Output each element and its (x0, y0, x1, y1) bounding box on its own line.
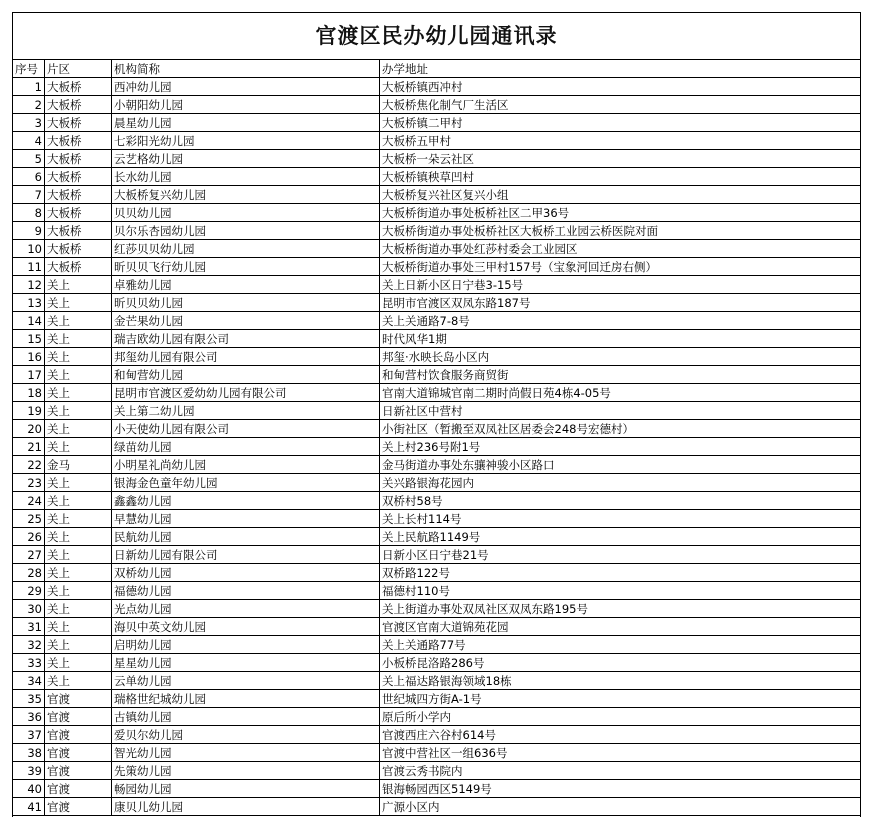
table-row (13, 204, 862, 222)
cell-district[interactable]: 大板桥 (45, 168, 112, 186)
cell-district[interactable]: 关上 (45, 312, 112, 330)
cell-district[interactable]: 关上 (45, 330, 112, 348)
cell-address[interactable]: 官南大道锦城官南二期时尚假日苑4栋4-05号 (380, 384, 862, 402)
table-row (13, 96, 862, 114)
cell-index[interactable]: 6 (13, 168, 45, 186)
cell-institution[interactable]: 邦玺幼儿园有限公司 (112, 348, 380, 366)
cell-institution[interactable]: 西冲幼儿园 (112, 78, 380, 96)
cell-district[interactable]: 关上 (45, 420, 112, 438)
table-row (13, 564, 862, 582)
cell-address[interactable]: 广源小区内 (380, 798, 862, 816)
table-row (13, 150, 862, 168)
cell-district[interactable]: 关上 (45, 492, 112, 510)
cell-address[interactable]: 大板桥一朵云社区 (380, 150, 862, 168)
cell-district[interactable]: 官渡 (45, 762, 112, 780)
cell-institution[interactable]: 金芒果幼儿园 (112, 312, 380, 330)
cell-institution[interactable]: 贝尔乐杏园幼儿园 (112, 222, 380, 240)
cell-district[interactable]: 大板桥 (45, 240, 112, 258)
cell-index[interactable]: 15 (13, 330, 45, 348)
cell-index[interactable]: 31 (13, 618, 45, 636)
cell-index[interactable]: 11 (13, 258, 45, 276)
cell-index[interactable]: 34 (13, 672, 45, 690)
table-row (13, 582, 862, 600)
cell-institution[interactable]: 福德幼儿园 (112, 582, 380, 600)
cell-index[interactable]: 14 (13, 312, 45, 330)
cell-district[interactable]: 关上 (45, 582, 112, 600)
cell-institution[interactable]: 爱贝尔幼儿园 (112, 726, 380, 744)
table-row (13, 186, 862, 204)
cell-institution[interactable]: 绿苗幼儿园 (112, 438, 380, 456)
table-row (13, 384, 862, 402)
table-row (13, 636, 862, 654)
cell-institution[interactable]: 昕贝贝飞行幼儿园 (112, 258, 380, 276)
cell-district[interactable]: 官渡 (45, 690, 112, 708)
cell-address[interactable]: 小板桥昆洛路286号 (380, 654, 862, 672)
cell-index[interactable]: 30 (13, 600, 45, 618)
cell-index[interactable]: 24 (13, 492, 45, 510)
cell-institution[interactable]: 云单幼儿园 (112, 672, 380, 690)
cell-district[interactable]: 大板桥 (45, 204, 112, 222)
cell-district[interactable]: 关上 (45, 474, 112, 492)
cell-institution[interactable]: 智光幼儿园 (112, 744, 380, 762)
cell-institution[interactable]: 云艺格幼儿园 (112, 150, 380, 168)
cell-index[interactable]: 5 (13, 150, 45, 168)
cell-institution[interactable]: 小明星礼尚幼儿园 (112, 456, 380, 474)
cell-district[interactable]: 大板桥 (45, 114, 112, 132)
cell-index[interactable]: 29 (13, 582, 45, 600)
cell-institution[interactable]: 日新幼儿园有限公司 (112, 546, 380, 564)
cell-index[interactable]: 21 (13, 438, 45, 456)
cell-address[interactable]: 关上关通路77号 (380, 636, 862, 654)
cell-institution[interactable]: 鑫鑫幼儿园 (112, 492, 380, 510)
table-row (13, 438, 862, 456)
table-row (13, 294, 862, 312)
cell-district[interactable]: 大板桥 (45, 132, 112, 150)
cell-index[interactable]: 39 (13, 762, 45, 780)
cell-index[interactable]: 26 (13, 528, 45, 546)
cell-address[interactable]: 大板桥五甲村 (380, 132, 862, 150)
cell-address[interactable]: 金马街道办事处东骧神骏小区路口 (380, 456, 862, 474)
cell-index[interactable]: 40 (13, 780, 45, 798)
cell-index[interactable]: 10 (13, 240, 45, 258)
cell-district[interactable]: 关上 (45, 600, 112, 618)
cell-district[interactable]: 关上 (45, 636, 112, 654)
cell-district[interactable]: 金马 (45, 456, 112, 474)
table-row (13, 510, 862, 528)
cell-address[interactable]: 小街社区（暂搬至双凤社区居委会248号宏德村） (380, 420, 862, 438)
cell-district[interactable]: 官渡 (45, 780, 112, 798)
cell-address[interactable]: 大板桥街道办事处板桥社区大板桥工业园云桥医院对面 (380, 222, 862, 240)
cell-index[interactable]: 32 (13, 636, 45, 654)
cell-district[interactable]: 关上 (45, 276, 112, 294)
table-row (13, 348, 862, 366)
cell-index[interactable]: 23 (13, 474, 45, 492)
cell-address[interactable]: 原后所小学内 (380, 708, 862, 726)
cell-address[interactable]: 双桥路122号 (380, 564, 862, 582)
table-row (13, 708, 862, 726)
header-institution[interactable]: 机构简称 (112, 60, 380, 78)
cell-institution[interactable]: 小天使幼儿园有限公司 (112, 420, 380, 438)
cell-index[interactable]: 37 (13, 726, 45, 744)
table-row (13, 546, 862, 564)
cell-district[interactable]: 大板桥 (45, 258, 112, 276)
cell-address[interactable]: 关上关通路7-8号 (380, 312, 862, 330)
cell-address[interactable]: 官渡云秀书院内 (380, 762, 862, 780)
cell-address[interactable]: 大板桥街道办事处三甲村157号（宝象河回迁房右侧） (380, 258, 862, 276)
cell-district[interactable]: 关上 (45, 294, 112, 312)
cell-district[interactable]: 关上 (45, 348, 112, 366)
directory-table (12, 59, 861, 816)
cell-district[interactable]: 大板桥 (45, 78, 112, 96)
cell-district[interactable]: 关上 (45, 366, 112, 384)
cell-address[interactable]: 大板桥复兴社区复兴小组 (380, 186, 862, 204)
table-row (13, 222, 862, 240)
table-row (13, 312, 862, 330)
table-row (13, 114, 862, 132)
cell-address[interactable]: 大板桥街道办事处板桥社区二甲36号 (380, 204, 862, 222)
cell-district[interactable]: 官渡 (45, 798, 112, 816)
header-index[interactable]: 序号 (13, 60, 45, 78)
cell-address[interactable]: 时代风华1期 (380, 330, 862, 348)
cell-address[interactable]: 关上长村114号 (380, 510, 862, 528)
cell-address[interactable]: 大板桥镇西冲村 (380, 78, 862, 96)
cell-district[interactable]: 大板桥 (45, 150, 112, 168)
table-row (13, 690, 862, 708)
table-row (13, 744, 862, 762)
cell-district[interactable]: 关上 (45, 654, 112, 672)
cell-institution[interactable]: 康贝儿幼儿园 (112, 798, 380, 816)
cell-district[interactable]: 关上 (45, 546, 112, 564)
cell-district[interactable]: 关上 (45, 618, 112, 636)
cell-district[interactable]: 关上 (45, 402, 112, 420)
cell-district[interactable]: 关上 (45, 384, 112, 402)
cell-index[interactable]: 38 (13, 744, 45, 762)
cell-district[interactable]: 官渡 (45, 708, 112, 726)
table-row (13, 600, 862, 618)
table-header-row (13, 60, 862, 78)
cell-institution[interactable]: 启明幼儿园 (112, 636, 380, 654)
cell-address[interactable]: 日新小区日宁巷21号 (380, 546, 862, 564)
cell-index[interactable]: 7 (13, 186, 45, 204)
cell-address[interactable]: 福德村110号 (380, 582, 862, 600)
cell-index[interactable]: 28 (13, 564, 45, 582)
cell-index[interactable]: 2 (13, 96, 45, 114)
cell-address[interactable]: 和甸营村饮食服务商贸街 (380, 366, 862, 384)
table-row (13, 492, 862, 510)
cell-address[interactable]: 世纪城四方街A-1号 (380, 690, 862, 708)
cell-institution[interactable]: 古镇幼儿园 (112, 708, 380, 726)
table-row (13, 330, 862, 348)
cell-institution[interactable]: 星星幼儿园 (112, 654, 380, 672)
cell-index[interactable]: 19 (13, 402, 45, 420)
table-row (13, 528, 862, 546)
table-row (13, 798, 862, 816)
cell-address[interactable]: 关上日新小区日宁巷3-15号 (380, 276, 862, 294)
cell-institution[interactable]: 双桥幼儿园 (112, 564, 380, 582)
cell-index[interactable]: 4 (13, 132, 45, 150)
cell-index[interactable]: 22 (13, 456, 45, 474)
table-row (13, 168, 862, 186)
table-row (13, 366, 862, 384)
cell-index[interactable]: 13 (13, 294, 45, 312)
cell-district[interactable]: 大板桥 (45, 96, 112, 114)
cell-institution[interactable]: 先策幼儿园 (112, 762, 380, 780)
cell-address[interactable]: 邦玺·水映长岛小区内 (380, 348, 862, 366)
cell-index[interactable]: 17 (13, 366, 45, 384)
table-row (13, 474, 862, 492)
cell-index[interactable]: 20 (13, 420, 45, 438)
cell-district[interactable]: 大板桥 (45, 186, 112, 204)
cell-district[interactable]: 关上 (45, 528, 112, 546)
cell-institution[interactable]: 关上第二幼儿园 (112, 402, 380, 420)
cell-institution[interactable]: 和甸营幼儿园 (112, 366, 380, 384)
cell-index[interactable]: 25 (13, 510, 45, 528)
cell-address[interactable]: 大板桥镇二甲村 (380, 114, 862, 132)
cell-institution[interactable]: 民航幼儿园 (112, 528, 380, 546)
header-district[interactable]: 片区 (45, 60, 112, 78)
cell-institution[interactable]: 小朝阳幼儿园 (112, 96, 380, 114)
cell-index[interactable]: 3 (13, 114, 45, 132)
cell-address[interactable]: 大板桥街道办事处红莎村委会工业园区 (380, 240, 862, 258)
cell-institution[interactable]: 昆明市官渡区爱幼幼儿园有限公司 (112, 384, 380, 402)
table-row (13, 456, 862, 474)
cell-address[interactable]: 关上街道办事处双凤社区双凤东路195号 (380, 600, 862, 618)
page-title: 官渡区民办幼儿园通讯录 (315, 23, 558, 48)
cell-index[interactable]: 12 (13, 276, 45, 294)
cell-institution[interactable]: 昕贝贝幼儿园 (112, 294, 380, 312)
table-row (13, 762, 862, 780)
spreadsheet (12, 12, 861, 817)
table-row (13, 132, 862, 150)
cell-index[interactable]: 1 (13, 78, 45, 96)
header-address[interactable]: 办学地址 (380, 60, 862, 78)
cell-institution[interactable]: 卓雅幼儿园 (112, 276, 380, 294)
cell-institution[interactable]: 晨星幼儿园 (112, 114, 380, 132)
table-row (13, 726, 862, 744)
cell-institution[interactable]: 红莎贝贝幼儿园 (112, 240, 380, 258)
cell-district[interactable]: 关上 (45, 438, 112, 456)
cell-index[interactable]: 18 (13, 384, 45, 402)
table-row (13, 402, 862, 420)
cell-index[interactable]: 35 (13, 690, 45, 708)
cell-index[interactable]: 41 (13, 798, 45, 816)
cell-institution[interactable]: 瑞吉欧幼儿园有限公司 (112, 330, 380, 348)
table-row (13, 618, 862, 636)
cell-district[interactable]: 官渡 (45, 726, 112, 744)
cell-institution[interactable]: 海贝中英文幼儿园 (112, 618, 380, 636)
table-row (13, 672, 862, 690)
cell-address[interactable]: 关上福达路银海领域18栋 (380, 672, 862, 690)
cell-address[interactable]: 官渡中营社区一组636号 (380, 744, 862, 762)
table-row (13, 240, 862, 258)
table-row (13, 78, 862, 96)
cell-institution[interactable]: 光点幼儿园 (112, 600, 380, 618)
cell-district[interactable]: 关上 (45, 672, 112, 690)
cell-institution[interactable]: 畅园幼儿园 (112, 780, 380, 798)
cell-institution[interactable]: 银海金色童年幼儿园 (112, 474, 380, 492)
cell-district[interactable]: 大板桥 (45, 222, 112, 240)
table-row (13, 258, 862, 276)
cell-institution[interactable]: 贝贝幼儿园 (112, 204, 380, 222)
cell-institution[interactable]: 早慧幼儿园 (112, 510, 380, 528)
cell-district[interactable]: 关上 (45, 510, 112, 528)
cell-index[interactable]: 8 (13, 204, 45, 222)
cell-institution[interactable]: 瑞格世纪城幼儿园 (112, 690, 380, 708)
table-row (13, 276, 862, 294)
cell-index[interactable]: 27 (13, 546, 45, 564)
cell-institution[interactable]: 七彩阳光幼儿园 (112, 132, 380, 150)
table-row (13, 420, 862, 438)
cell-institution[interactable]: 大板桥复兴幼儿园 (112, 186, 380, 204)
cell-address[interactable]: 双桥村58号 (380, 492, 862, 510)
table-row (13, 654, 862, 672)
cell-address[interactable]: 大板桥镇秧草凹村 (380, 168, 862, 186)
cell-index[interactable]: 36 (13, 708, 45, 726)
cell-index[interactable]: 9 (13, 222, 45, 240)
cell-address[interactable]: 官渡区官南大道锦苑花园 (380, 618, 862, 636)
cell-address[interactable]: 日新社区中营村 (380, 402, 862, 420)
cell-index[interactable]: 33 (13, 654, 45, 672)
cell-district[interactable]: 官渡 (45, 744, 112, 762)
cell-district[interactable]: 关上 (45, 564, 112, 582)
table-row (13, 780, 862, 798)
cell-address[interactable]: 银海畅园西区5149号 (380, 780, 862, 798)
cell-address[interactable]: 关兴路银海花园内 (380, 474, 862, 492)
cell-institution[interactable]: 长水幼儿园 (112, 168, 380, 186)
cell-address[interactable]: 关上民航路1149号 (380, 528, 862, 546)
cell-index[interactable]: 16 (13, 348, 45, 366)
cell-address[interactable]: 关上村236号附1号 (380, 438, 862, 456)
cell-address[interactable]: 官渡西庄六谷村614号 (380, 726, 862, 744)
cell-address[interactable]: 昆明市官渡区双凤东路187号 (380, 294, 862, 312)
cell-address[interactable]: 大板桥焦化制气厂生活区 (380, 96, 862, 114)
